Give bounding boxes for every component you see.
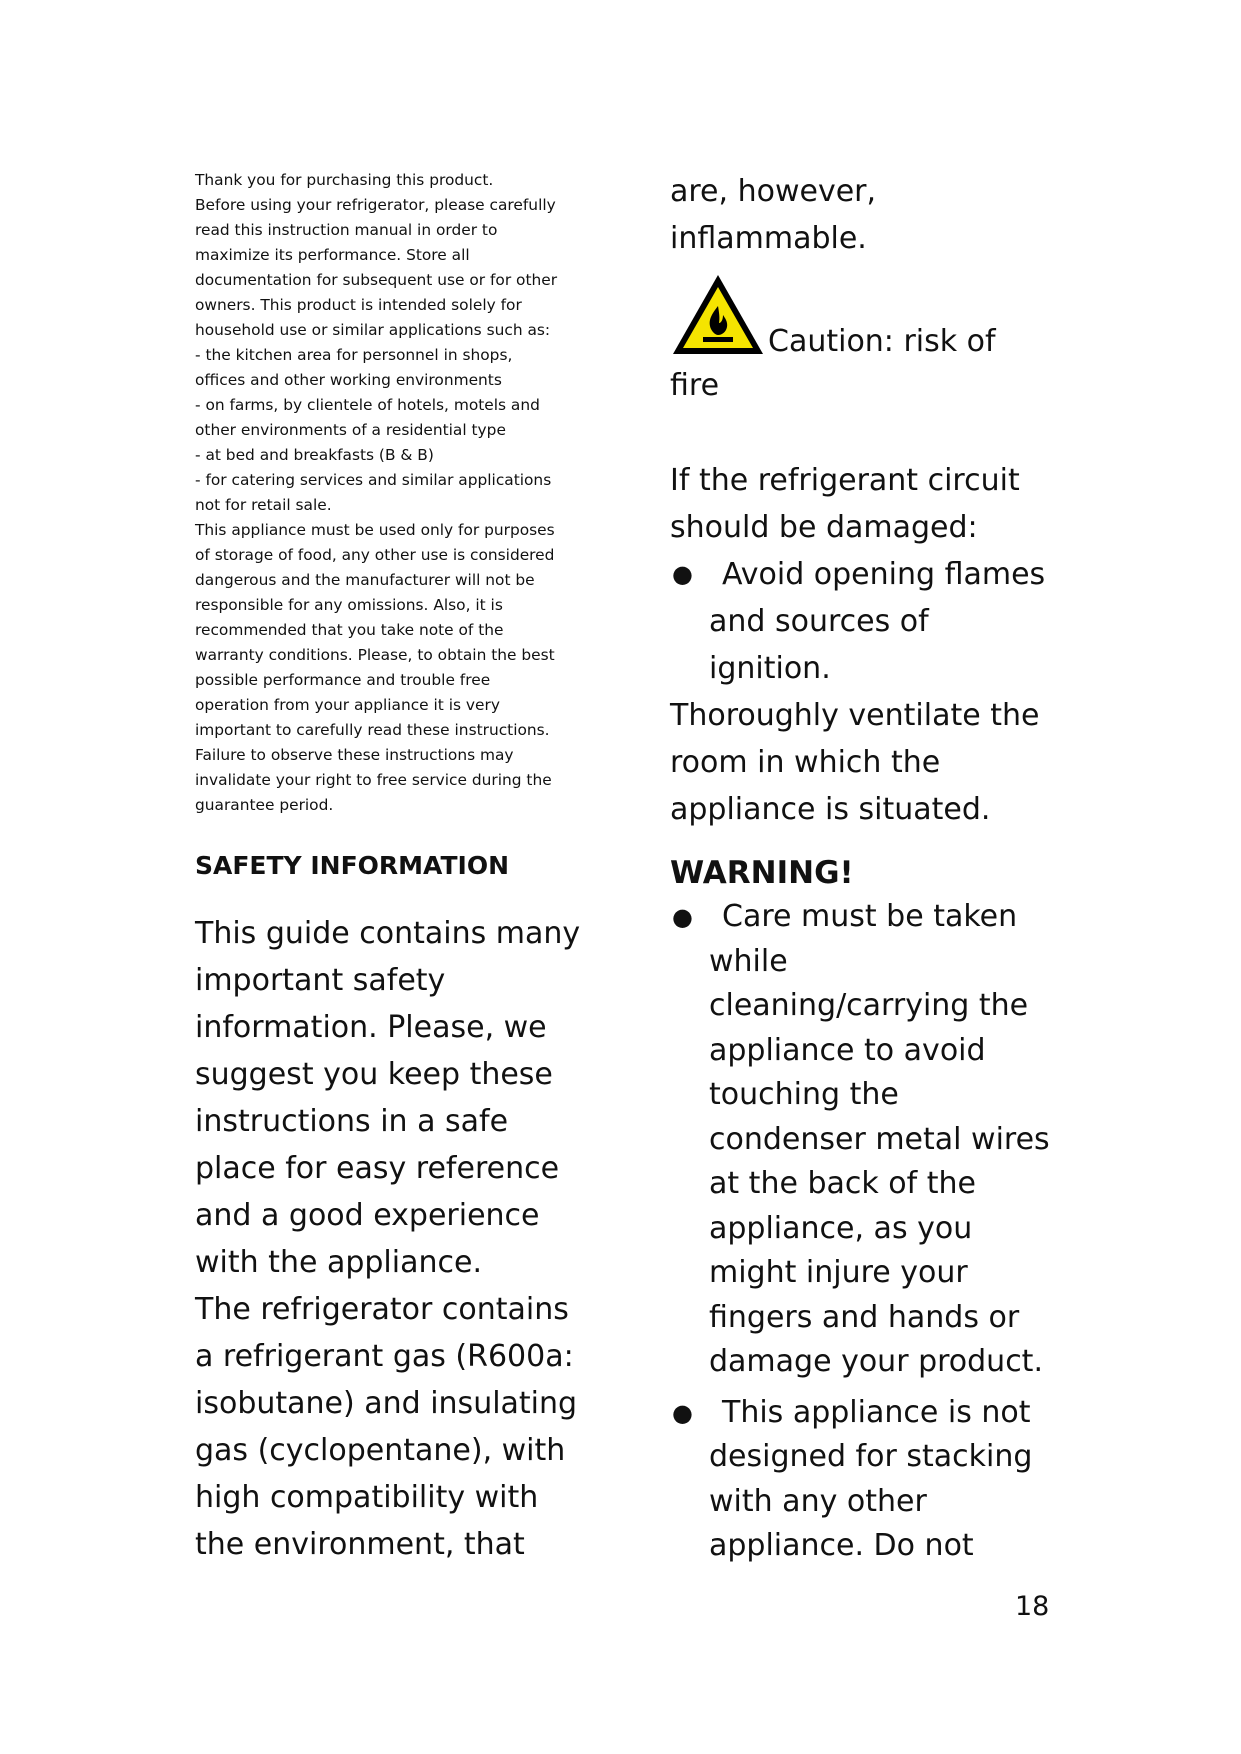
intro-line: Thank you for purchasing this product. <box>195 171 494 189</box>
bullet-dot-icon: ● <box>672 903 693 931</box>
intro-line: of storage of food, any other use is considered <box>195 546 555 564</box>
caution-text: Caution: risk of <box>768 324 996 359</box>
bullet-line: damage your product. <box>709 1344 1043 1379</box>
continued-line: are, however, <box>670 174 877 209</box>
bullet-line: fingers and hands or <box>709 1299 1020 1335</box>
bullet-line: designed for stacking <box>709 1439 1033 1474</box>
intro-line: Failure to observe these instructions may <box>195 746 514 764</box>
bullet-line: touching the <box>709 1077 899 1112</box>
bullet-line: condenser metal wires <box>709 1121 1050 1157</box>
safety-line: high compatibility with <box>195 1480 539 1515</box>
safety-line: The refrigerator contains <box>195 1292 569 1327</box>
safety-line: isobutane) and insulating <box>195 1386 578 1421</box>
safety-text <box>195 910 595 1568</box>
intro-text <box>195 168 595 818</box>
intro-line: household use or similar applications such as: <box>195 321 551 339</box>
bullet-line: appliance, as you <box>709 1210 973 1246</box>
page-number: 18 <box>1015 1591 1050 1622</box>
intro-line: guarantee period. <box>195 796 334 814</box>
bullet-dot-icon: ● <box>672 1398 693 1427</box>
ventilate-line: Thoroughly ventilate the <box>670 698 1040 733</box>
flammable-warning-icon <box>670 272 766 362</box>
ventilate-line: room in which the <box>670 745 941 780</box>
safety-line: instructions in a safe <box>195 1104 509 1139</box>
safety-line: place for easy reference <box>195 1151 560 1186</box>
safety-line: suggest you keep these <box>195 1057 553 1092</box>
intro-line: - the kitchen area for personnel in shops, <box>195 346 513 364</box>
intro-line: not for retail sale. <box>195 496 332 514</box>
intro-line: maximize its performance. Store all <box>195 246 470 264</box>
bullet-line: Avoid opening flames <box>722 557 1046 592</box>
intro-line: invalidate your right to free service during the <box>195 771 552 789</box>
intro-line: owners. This product is intended solely for <box>195 296 522 314</box>
intro-line: Before using your refrigerator, please carefully <box>195 196 556 214</box>
ventilate-line: appliance is situated. <box>670 792 991 827</box>
safety-line: gas (cyclopentane), with <box>195 1433 566 1468</box>
intro-line: warranty conditions. Please, to obtain the best <box>195 646 555 664</box>
bullet-line: cleaning/carrying the <box>709 988 1029 1023</box>
bullet-line: This appliance is not <box>722 1394 1031 1430</box>
bullet-item <box>670 551 1070 692</box>
safety-line: information. Please, we <box>195 1010 547 1045</box>
intro-line: - for catering services and similar applications <box>195 471 552 489</box>
intro-line: dangerous and the manufacturer will not be <box>195 571 535 589</box>
intro-line: - at bed and breakfasts (B & B) <box>195 446 434 464</box>
circuit-line: should be damaged: <box>670 510 978 545</box>
bullet-line: might injure your <box>709 1255 968 1290</box>
intro-line: important to carefully read these instructions. <box>195 721 550 739</box>
intro-line: documentation for subsequent use or for other <box>195 271 558 289</box>
safety-line: This guide contains many <box>195 916 581 951</box>
safety-heading: SAFETY INFORMATION <box>195 851 509 880</box>
bullet-line: and sources of <box>709 604 929 639</box>
intro-line: possible performance and trouble free <box>195 671 491 689</box>
circuit-line: If the refrigerant circuit <box>670 463 1020 498</box>
safety-line: with the appliance. <box>195 1245 482 1280</box>
continued-line: inflammable. <box>670 221 867 256</box>
intro-line: offices and other working environments <box>195 371 502 389</box>
intro-line: responsible for any omissions. Also, it is <box>195 596 503 614</box>
bullet-dot-icon: ● <box>672 560 693 588</box>
bullet-item <box>670 895 1070 1385</box>
bullet-line: at the back of the <box>709 1166 976 1201</box>
left-column <box>195 168 595 1568</box>
caution-row <box>670 272 1070 362</box>
safety-line: and a good experience <box>195 1198 540 1233</box>
safety-line: important safety <box>195 963 446 998</box>
bullet-line: Care must be taken <box>722 899 1018 934</box>
right-column <box>670 168 1070 1569</box>
bullet-line: ignition. <box>709 651 831 686</box>
intro-line: read this instruction manual in order to <box>195 221 498 239</box>
bullet-line: with any other <box>709 1483 927 1519</box>
intro-line: operation from your appliance it is very <box>195 696 500 714</box>
bullet-line: appliance. Do not <box>709 1528 974 1563</box>
bullet-line: appliance to avoid <box>709 1032 986 1068</box>
intro-line: - on farms, by clientele of hotels, motels and <box>195 396 540 414</box>
intro-line: This appliance must be used only for purposes <box>195 521 555 539</box>
safety-line: a refrigerant gas (R600a: <box>195 1339 574 1374</box>
caution-continued: fire <box>670 368 720 403</box>
intro-line: recommended that you take note of the <box>195 621 504 639</box>
safety-line: the environment, that <box>195 1527 525 1562</box>
warning-heading: WARNING! <box>670 855 854 891</box>
bullet-item <box>670 1391 1070 1569</box>
bullet-line: while <box>709 943 788 979</box>
intro-line: other environments of a residential type <box>195 421 506 439</box>
